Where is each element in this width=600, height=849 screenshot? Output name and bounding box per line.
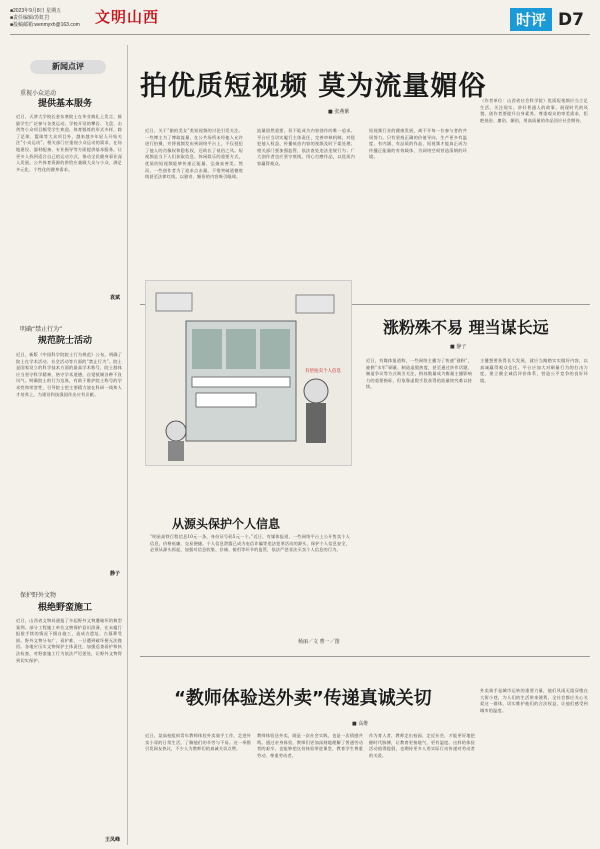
article3-col-1: 近日，某高校组织青年教师体验外卖骑手工作，走进外卖小哥的日常生活，了解他们的辛劳与不易。这一举措引发网友热议，不少人为教师们的真诚关切点赞。 [145,733,251,752]
section-rule-2 [140,656,590,657]
sidebar-kicker-3: 保护野外文物 [20,592,57,599]
article2-col-2: 主播想要获得长久发展，就应当踏踏实实做好内容，以真诚赢得观众信任。平台应加大对刷量行为的打击力度，建立健全诚信评价体系，营造公平竞争的良好环境。 [480,358,588,383]
sidebar-kicker-2: 明确“禁止行为” [20,326,63,333]
column-tag: 新闻点评 [30,60,106,74]
main-author: ■ 张燕紫 [328,109,350,115]
illustration-sign: 有偿拍卖个人信息 [305,369,341,374]
article2-title: 涨粉殊不易 理当谋长远 [383,318,549,337]
illustration-body: “明星高铁行程信息10元一条，身份证号码5元一个。”近日，有媒体报道，一些网络平台上公开售卖个人信息，价格低廉，交易便捷。个人信息泄露已成为电信诈骗等违法犯罪活动的源头，保护个人信息安全，必须从源头抓起，加强对信息收集、存储、使用等环节的监管，依法严惩非法买卖个人信息的行为。 [150,534,350,553]
sidebar-title-2: 规范院士活动 [38,336,93,346]
page-number: D7 [558,9,584,30]
illustration [145,280,352,466]
main-col-2: 流量固然重要，但不能成为内容创作的唯一追求。平台应当切实履行主体责任，完善审核机制，对侵犯他人权益、传播低俗内容的视频及时下架处理；相关部门要加强监管，依法查处违法违规行为；广大创作者也应坚守底线，用心打磨作品，以优质内容赢得观众。 [257,128,355,166]
email-line: ■投稿邮箱:wenmyxh@163.com [10,22,80,28]
article3-author: ■ 高维 [352,721,369,727]
main-col-3: 短视频行业的健康发展，离不开每一位参与者的共同努力。只有坚持正确的价值导向，生产更多有温度、有内涵、有品质的作品，短视频才能真正成为传播正能量的有效载体，为网络空间营造清朗的环境。 [369,128,467,160]
illustration-sign-caption: 杨丽／文 曹一／图 [298,639,340,645]
article3-col-3: 作为育人者，教师走出校园、走近社会，才能更好地把握时代脉搏，让教育更接地气、更有温度。这样的体验活动值得提倡，也期待更多人用实际行动传递对劳动者的关爱。 [369,733,475,758]
sidebar-title-1: 提供基本服务 [38,99,93,109]
section-header [510,8,584,31]
article2-author: ■ 静子 [450,344,467,350]
section-badge: 时评 [510,8,552,31]
editor-line: ■责任编辑/苏虹岩 [10,15,50,21]
sidebar-body-2: 近日，新版《中国科学院院士行为规范》公布，明确了院士在学术活动、社会活动等方面的“禁止行为”。院士是国家设立的科学技术方面的最高学术称号，院士群体应当坚守科学精神，恪守学术道德，自觉抵制各种不良风气。明确院士的行为边界，有助于维护院士称号的学术性和荣誉性，引导院士把主要精力放在科研一线和人才培养上，为建设科技强国作出应有贡献。 [16,352,122,397]
sidebar-divider [127,45,128,845]
sidebar-title-3: 根绝野蛮施工 [38,603,93,613]
sidebar-sign-3: 王凤峰 [104,837,120,843]
article3-title: “教师体验送外卖”传递真诚关切 [174,688,432,709]
header-rule [10,34,590,35]
sidebar-sign-2: 静子 [109,571,120,577]
article3-col-2: 教师体验送外卖，既是一次社会实践，也是一次情感共鸣。通过亲身体验，教师们更加深刻地理解了普通劳动者的艰辛，也能够把这份体验带进课堂，教育学生尊重劳动、尊重劳动者。 [257,733,363,758]
issue-weekday: 星期五 [46,8,62,14]
main-col-1: 近日，关于“偷拍美女”类短视频的讨论引发关注。一些博主为了博取流量，在公共场所未经他人允许进行拍摄，并将视频发布到网络平台上，不仅侵犯了他人的肖像权和隐私权，还助长了低俗之风。短视频是当下人们获取信息、休闲娱乐的重要方式，优质的短视频能够传递正能量、弘扬真善美。然而，一些创作者为了追求点击量，不惜突破道德底线甚至法律红线，以猎奇、媚俗的内容吸引眼球。 [145,128,243,180]
article3-col-4: 外卖骑手是城市运转的重要力量，他们风雨无阻穿梭在大街小巷，为人们的生活带来便利。全社会都应关心关爱这一群体，切实维护他们的合法权益，让他们感受到城市的温度。 [480,688,588,713]
illustration-caption: 从源头保护个人信息 [172,517,281,531]
sidebar-body-3: 近日，山西省文物局通报了多起野外文物遭破坏的典型案例。部分工程施工单位文物保护意识淡薄，在未履行报批手续的情况下擅自施工，造成古遗址、古墓葬受损。野外文物分布广、看护难，一旦遭到破坏便无法挽回。各地应压实文物保护主体责任，加强巡查看护和执法检查，对野蛮施工行为依法严厉惩处，让野外文物得到切实保护。 [16,618,122,663]
masthead-logo: 文明山西 [95,8,160,26]
main-col-4: （作者单位：山西省社会科学院）优质短视频应当立足生活、关注现实，讲好普通人的故事，展现时代的风貌。创作者要提升自身素养，尊重观众的审美需求，拒绝低俗、庸俗、媚俗，用高质量的作品回应社会期待。 [480,98,588,123]
article2-col-1: 近日，有媒体报道称，一些网络主播为了快速“涨粉”，雇佣“水军”刷量、制造虚假热度，甚至通过炒作话题、制造争议等方式吸引关注。粉丝数量成为衡量主播影响力的重要指标，但依靠虚假手段获得的流量终究难以持续。 [366,358,472,390]
sidebar-kicker-1: 重视小众运动 [20,90,57,97]
sidebar-sign-1: 袁斌 [109,295,120,301]
issue-date: ■2023年9月8日 [10,8,45,14]
main-headline: 拍优质短视频 莫为流量媚俗 [140,71,487,102]
sidebar-body-1: 近日，天津大学校长金东寒院士在毕业典礼上发言，鼓励学生广泛参与各类运动。学校开设的攀岩、飞盘、击剑等小众项目颇受学生欢迎。体育锻炼的形式多样，除了足球、篮球等大众项目外，越来越多年轻人开始关注“小众运动”。相关部门应重视小众运动的需求，在场地建设、器材配备、专业指导等方面提供基本服务，让更多人找到适合自己的运动方式，推动全民健身事业深入发展。公共体育资源的供给应兼顾大众与小众，满足多元化、个性化的健身需求。 [16,114,122,172]
